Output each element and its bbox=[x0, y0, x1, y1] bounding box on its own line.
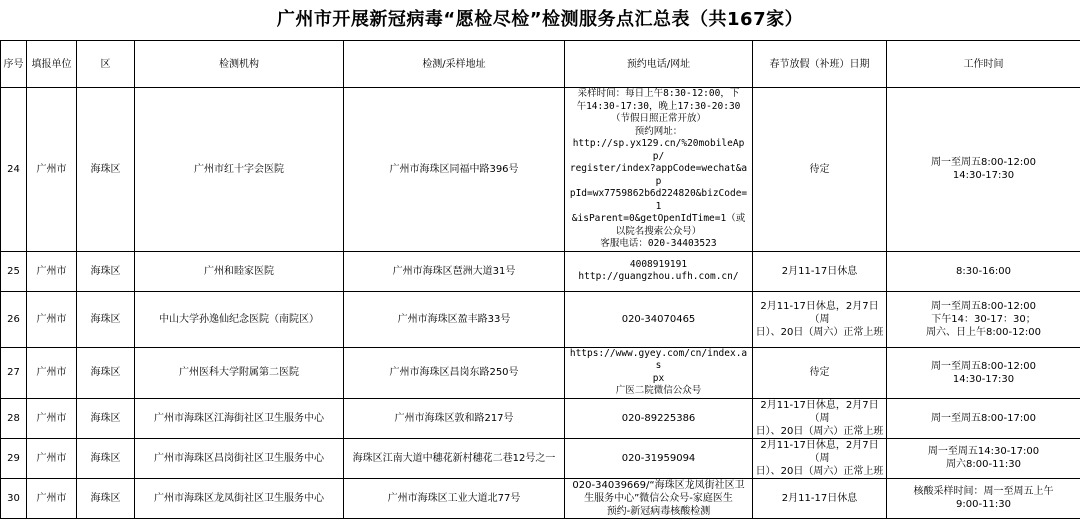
row-address: 广州市海珠区同福中路396号 bbox=[344, 88, 565, 252]
row-hours-line: 周一至周五8:00-12:00 bbox=[889, 360, 1078, 373]
header-org: 检测机构 bbox=[135, 41, 344, 88]
row-org: 广州和睦家医院 bbox=[135, 251, 344, 291]
row-number: 26 bbox=[1, 291, 27, 347]
row-hours-line: 周一至周五8:00-12:00 bbox=[889, 300, 1078, 313]
row-number: 24 bbox=[1, 88, 27, 252]
row-org: 广州市海珠区龙凤街社区卫生服务中心 bbox=[135, 478, 344, 518]
row-unit: 广州市 bbox=[27, 478, 77, 518]
row-contact-line: 020-34070465 bbox=[567, 313, 750, 326]
row-org: 广州医科大学附属第二医院 bbox=[135, 347, 344, 398]
row-holiday bbox=[753, 398, 887, 438]
header-holiday: 春节放假（补班）日期 bbox=[753, 41, 887, 88]
row-org: 中山大学孙逸仙纪念医院（南院区） bbox=[135, 291, 344, 347]
row-holiday-line: 待定 bbox=[755, 163, 884, 176]
row-hours-line: 周六8:00-11:30 bbox=[889, 458, 1078, 471]
header-hours: 工作时间 bbox=[887, 41, 1080, 88]
table-row bbox=[1, 347, 1080, 398]
row-address: 海珠区江南大道中穗花新村穗花二巷12号之一 bbox=[344, 438, 565, 478]
row-contact-line: 客服电话：020-34403523 bbox=[567, 238, 750, 251]
header-address: 检测/采样地址 bbox=[344, 41, 565, 88]
row-number: 30 bbox=[1, 478, 27, 518]
row-contact bbox=[565, 347, 753, 398]
row-hours-line: 8:30-16:00 bbox=[889, 265, 1078, 278]
row-contact bbox=[565, 251, 753, 291]
row-contact-line: http://guangzhou.ufh.com.cn/ bbox=[567, 271, 750, 284]
row-hours-line: 周一至周五14:30-17:00 bbox=[889, 445, 1078, 458]
row-org: 广州市红十字会医院 bbox=[135, 88, 344, 252]
row-unit: 广州市 bbox=[27, 291, 77, 347]
row-address: 广州市海珠区敦和路217号 bbox=[344, 398, 565, 438]
row-holiday-line: 日）、20日（周六）正常上班 bbox=[755, 425, 884, 438]
row-district: 海珠区 bbox=[77, 347, 135, 398]
row-hours-line: 14:30-17:30 bbox=[889, 169, 1078, 182]
row-holiday bbox=[753, 438, 887, 478]
row-hours-line: 14:30-17:30 bbox=[889, 373, 1078, 386]
row-holiday-line: 2月11-17日休息，2月7日（周 bbox=[755, 300, 884, 326]
header-contact: 预约电话/网址 bbox=[565, 41, 753, 88]
row-number: 25 bbox=[1, 251, 27, 291]
row-holiday bbox=[753, 347, 887, 398]
table-row bbox=[1, 398, 1080, 438]
row-contact bbox=[565, 398, 753, 438]
row-unit: 广州市 bbox=[27, 251, 77, 291]
row-unit: 广州市 bbox=[27, 88, 77, 252]
row-unit: 广州市 bbox=[27, 438, 77, 478]
row-hours bbox=[887, 398, 1080, 438]
row-holiday-line: 2月11-17日休息，2月7日（周 bbox=[755, 439, 884, 465]
row-org: 广州市海珠区江海街社区卫生服务中心 bbox=[135, 398, 344, 438]
row-contact-line: 4008919191 bbox=[567, 259, 750, 272]
row-holiday-line: 2月11-17日休息 bbox=[755, 265, 884, 278]
row-holiday-line: 2月11-17日休息 bbox=[755, 492, 884, 505]
row-holiday-line: 日）、20日（周六）正常上班 bbox=[755, 465, 884, 478]
row-number: 27 bbox=[1, 347, 27, 398]
table-row bbox=[1, 478, 1080, 518]
row-contact-line: &isParent=0&getOpenIdTime=1（或 bbox=[567, 213, 750, 226]
row-holiday bbox=[753, 291, 887, 347]
row-contact-line: 020-34039669/“海珠区龙凤街社区卫 bbox=[567, 479, 750, 492]
table-row bbox=[1, 251, 1080, 291]
row-district: 海珠区 bbox=[77, 438, 135, 478]
row-district: 海珠区 bbox=[77, 88, 135, 252]
header-district: 区 bbox=[77, 41, 135, 88]
row-hours-line: 核酸采样时间：周一至周五上午 bbox=[889, 485, 1078, 498]
row-contact-line: 采样时间：每日上午8:30-12:00，下 bbox=[567, 88, 750, 101]
row-address: 广州市海珠区盈丰路33号 bbox=[344, 291, 565, 347]
row-district: 海珠区 bbox=[77, 478, 135, 518]
row-hours-line: 周一至周五8:00-12:00 bbox=[889, 156, 1078, 169]
table-row bbox=[1, 291, 1080, 347]
row-number: 29 bbox=[1, 438, 27, 478]
row-holiday-line: 日）、20日（周六）正常上班 bbox=[755, 326, 884, 339]
row-hours bbox=[887, 291, 1080, 347]
row-address: 广州市海珠区琶洲大道31号 bbox=[344, 251, 565, 291]
row-contact-line: 午14:30-17:30，晚上17:30-20:30 bbox=[567, 101, 750, 114]
row-contact-line: 预约网址： bbox=[567, 126, 750, 139]
row-hours bbox=[887, 438, 1080, 478]
row-contact-line: （节假日照正常开放） bbox=[567, 113, 750, 126]
row-org: 广州市海珠区昌岗街社区卫生服务中心 bbox=[135, 438, 344, 478]
table-row bbox=[1, 438, 1080, 478]
row-contact-line: 预约-新冠病毒核酸检测 bbox=[567, 505, 750, 518]
table-row bbox=[1, 88, 1080, 252]
row-hours-line: 周六、日上午8:00-12:00 bbox=[889, 326, 1078, 339]
row-contact bbox=[565, 291, 753, 347]
row-hours bbox=[887, 251, 1080, 291]
row-contact-line: 以院名搜索公众号） bbox=[567, 226, 750, 239]
row-address: 广州市海珠区工业大道北77号 bbox=[344, 478, 565, 518]
row-holiday bbox=[753, 88, 887, 252]
row-contact-line: register/index?appCode=wechat&ap bbox=[567, 163, 750, 188]
row-contact-line: http://sp.yx129.cn/%20mobileApp/ bbox=[567, 138, 750, 163]
row-holiday bbox=[753, 251, 887, 291]
row-contact-line: https://www.gyey.com/cn/index.as bbox=[567, 348, 750, 373]
row-hours-line: 9:00-11:30 bbox=[889, 498, 1078, 511]
row-contact-line: 生服务中心”微信公众号-家庭医生 bbox=[567, 492, 750, 505]
row-contact-line: 广医二院微信公众号 bbox=[567, 385, 750, 398]
table-title: 广州市开展新冠病毒“愿检尽检”检测服务点汇总表（共167家） bbox=[0, 0, 1080, 40]
row-holiday-line: 待定 bbox=[755, 366, 884, 379]
row-district: 海珠区 bbox=[77, 398, 135, 438]
header-no: 序号 bbox=[1, 41, 27, 88]
row-contact bbox=[565, 88, 753, 252]
row-holiday bbox=[753, 478, 887, 518]
row-contact bbox=[565, 478, 753, 518]
testing-sites-table bbox=[0, 40, 1080, 519]
row-hours bbox=[887, 347, 1080, 398]
row-unit: 广州市 bbox=[27, 398, 77, 438]
row-district: 海珠区 bbox=[77, 251, 135, 291]
row-unit: 广州市 bbox=[27, 347, 77, 398]
row-number: 28 bbox=[1, 398, 27, 438]
row-contact-line: px bbox=[567, 373, 750, 386]
row-hours-line: 周一至周五8:00-17:00 bbox=[889, 412, 1078, 425]
row-hours-line: 下午14：30-17：30； bbox=[889, 313, 1078, 326]
row-address: 广州市海珠区昌岗东路250号 bbox=[344, 347, 565, 398]
header-row bbox=[1, 41, 1080, 88]
row-hours bbox=[887, 88, 1080, 252]
row-contact-line: 020-89225386 bbox=[567, 412, 750, 425]
row-hours bbox=[887, 478, 1080, 518]
header-unit: 填报单位 bbox=[27, 41, 77, 88]
row-contact-line: 020-31959094 bbox=[567, 452, 750, 465]
row-holiday-line: 2月11-17日休息，2月7日（周 bbox=[755, 399, 884, 425]
row-contact bbox=[565, 438, 753, 478]
row-district: 海珠区 bbox=[77, 291, 135, 347]
row-contact-line: pId=wx7759862b6d224820&bizCode=1 bbox=[567, 188, 750, 213]
